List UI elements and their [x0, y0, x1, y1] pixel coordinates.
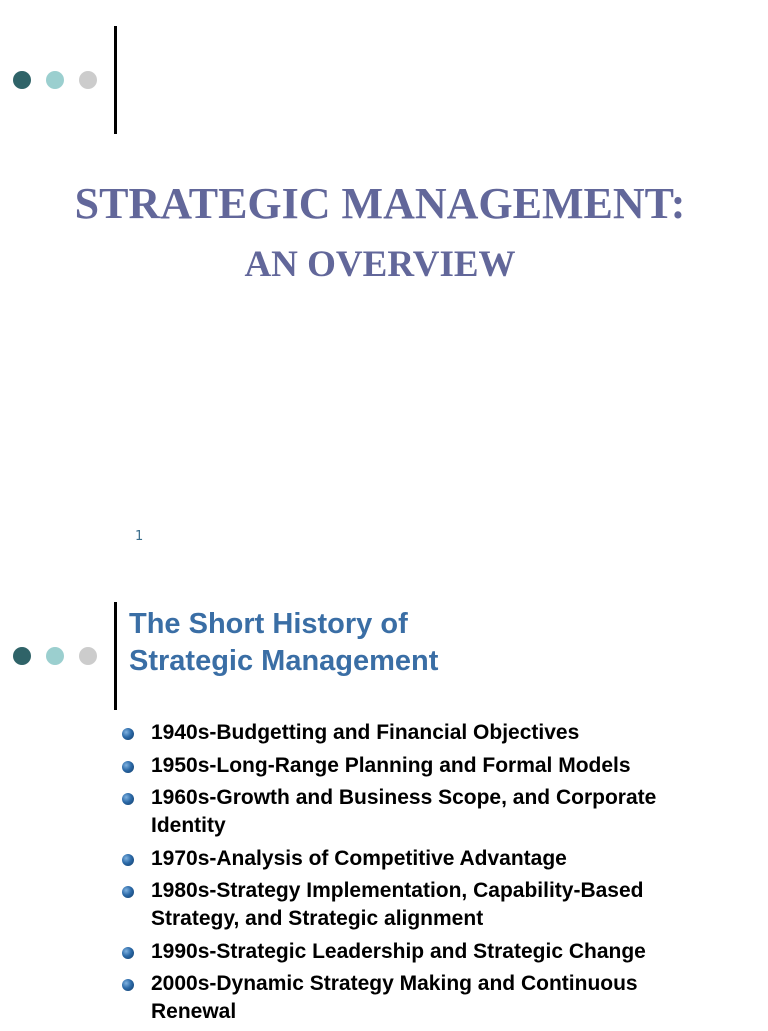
dark-teal-dot-decoration [13, 647, 31, 665]
vertical-divider [114, 26, 117, 134]
grey-dot-decoration [79, 647, 97, 665]
slide-title: STRATEGIC MANAGEMENT: [74, 179, 686, 228]
history-bullet-list [0, 719, 768, 1031]
section-title [129, 606, 438, 680]
list-item [0, 877, 768, 933]
bullet-icon [122, 979, 134, 991]
light-teal-dot-decoration [46, 71, 64, 89]
bullet-icon [122, 761, 134, 773]
bullet-icon [122, 947, 134, 959]
dark-teal-dot-decoration [13, 71, 31, 89]
list-item [0, 970, 768, 1026]
bullet-icon [122, 728, 134, 740]
list-item-text: 2000s-Dynamic Strategy Making and Continuous Renewal [151, 972, 638, 1023]
vertical-divider [114, 602, 117, 710]
bullet-icon [122, 886, 134, 898]
list-item [0, 845, 768, 873]
list-item [0, 719, 768, 747]
list-item [0, 752, 768, 780]
list-item-text: 1950s-Long-Range Planning and Formal Models [151, 753, 631, 777]
slide-2 [0, 576, 768, 1024]
page-number: 1 [135, 529, 144, 544]
bullet-icon [122, 854, 134, 866]
light-teal-dot-decoration [46, 647, 64, 665]
list-item [0, 938, 768, 966]
list-item-text: 1970s-Analysis of Competitive Advantage [151, 846, 567, 870]
bullet-icon [122, 793, 134, 805]
list-item-text: 1990s-Strategic Leadership and Strategic Change [151, 939, 646, 963]
list-item-text: 1940s-Budgetting and Financial Objectives [151, 721, 580, 744]
list-item-text: 1960s-Growth and Business Scope, and Corporate Identity [151, 786, 657, 837]
list-item [0, 784, 768, 840]
section-title-line-1: The Short History of [129, 608, 408, 640]
grey-dot-decoration [79, 71, 97, 89]
section-title-line-2: Strategic Management [129, 645, 439, 677]
slide-subtitle: AN OVERVIEW [244, 244, 516, 285]
list-item-text: 1980s-Strategy Implementation, Capability-Based Strategy, and Strategic alignment [151, 879, 644, 930]
